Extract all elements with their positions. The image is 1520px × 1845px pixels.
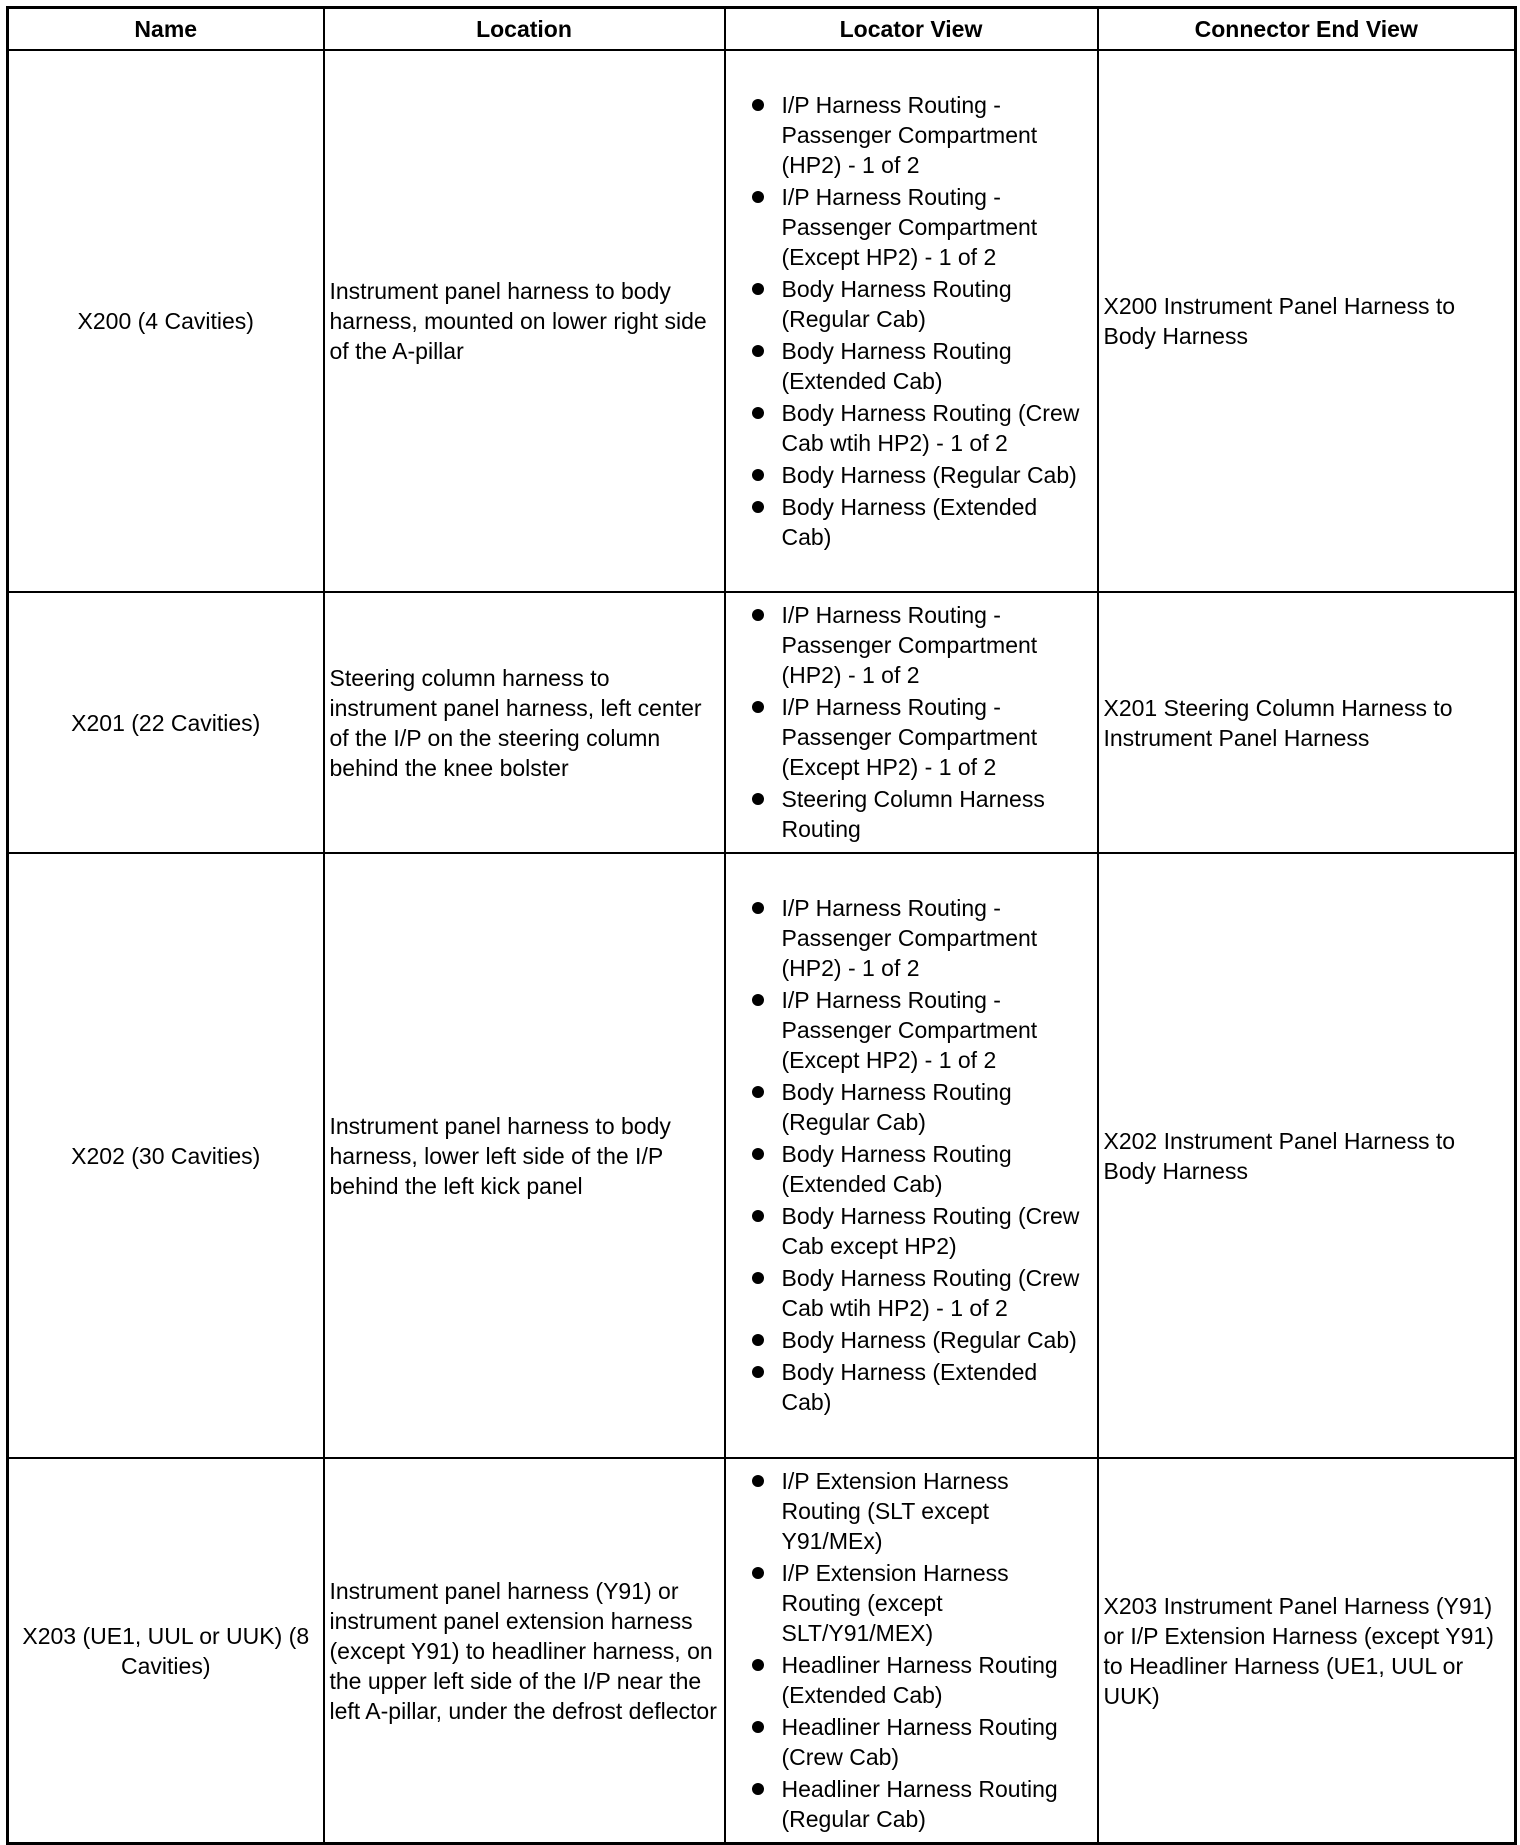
locator-view-label: Body Harness (Regular Cab) <box>781 1327 1077 1353</box>
bullet-icon <box>752 99 764 111</box>
bullet-icon <box>752 609 764 621</box>
bullet-icon <box>752 1567 764 1579</box>
locator-view-item[interactable] <box>746 1558 1089 1648</box>
connector-end-view[interactable]: X201 Steering Column Harness to Instrument Panel Harness <box>1098 592 1516 853</box>
bullet-icon <box>752 1272 764 1284</box>
locator-view-label: Body Harness Routing (Crew Cab wtih HP2) - 1 of 2 <box>781 1265 1080 1321</box>
locator-view-item[interactable] <box>746 1325 1089 1355</box>
locator-view-label: I/P Harness Routing - Passenger Compartment (HP2) - 1 of 2 <box>781 91 1038 178</box>
locator-view-label: Headliner Harness Routing (Crew Cab) <box>781 1714 1058 1770</box>
bullet-icon <box>752 1086 764 1098</box>
connector-name: X201 (22 Cavities) <box>8 592 324 853</box>
bullet-icon <box>752 1783 764 1795</box>
connector-table <box>6 6 1517 1845</box>
connector-location: Instrument panel harness to body harness, mounted on lower right side of the A-pillar <box>324 50 725 592</box>
locator-view-label: Body Harness Routing (Crew Cab except HP2) <box>781 1203 1080 1259</box>
locator-view-list <box>746 893 1089 1417</box>
bullet-icon <box>752 902 764 914</box>
bullet-icon <box>752 501 764 513</box>
locator-view-item[interactable] <box>746 336 1089 396</box>
locator-view-item[interactable] <box>746 1650 1089 1710</box>
locator-view-label: I/P Harness Routing - Passenger Compartment (HP2) - 1 of 2 <box>781 602 1038 688</box>
locator-view-label: Headliner Harness Routing (Extended Cab) <box>781 1652 1058 1708</box>
bullet-icon <box>752 793 764 805</box>
table-row <box>8 50 1516 592</box>
locator-view-item[interactable] <box>746 1466 1089 1556</box>
locator-view-list <box>746 90 1089 552</box>
locator-view-label: Body Harness Routing (Extended Cab) <box>781 1141 1012 1197</box>
locator-view-item[interactable] <box>746 985 1089 1075</box>
locator-view-label: I/P Extension Harness Routing (except SLT/Y91/MEX) <box>781 1560 1009 1646</box>
locator-view-item[interactable] <box>746 784 1089 844</box>
bullet-icon <box>752 1721 764 1733</box>
locator-view-label: I/P Harness Routing - Passenger Compartment (Except HP2) - 1 of 2 <box>781 694 1038 780</box>
locator-view-item[interactable] <box>746 398 1089 458</box>
connector-location: Instrument panel harness (Y91) or instrument panel extension harness (except Y91) to headliner harness, on the upper left side of the I/P near the left A-pillar, under the defrost deflector <box>324 1458 725 1844</box>
connector-name: X202 (30 Cavities) <box>8 853 324 1458</box>
locator-views <box>725 853 1098 1458</box>
locator-view-label: Body Harness Routing (Regular Cab) <box>781 1079 1012 1135</box>
header-name: Name <box>8 8 324 51</box>
connector-name: X203 (UE1, UUL or UUK) (8 Cavities) <box>8 1458 324 1844</box>
bullet-icon <box>752 1366 764 1378</box>
locator-view-label: Body Harness Routing (Extended Cab) <box>781 337 1012 394</box>
header-location: Location <box>324 8 725 51</box>
locator-view-item[interactable] <box>746 1774 1089 1834</box>
locator-view-item[interactable] <box>746 1263 1089 1323</box>
locator-view-item[interactable] <box>746 492 1089 552</box>
locator-view-item[interactable] <box>746 90 1089 180</box>
locator-view-label: Body Harness Routing (Crew Cab wtih HP2) - 1 of 2 <box>781 399 1080 456</box>
locator-view-label: I/P Extension Harness Routing (SLT except Y91/MEx) <box>781 1468 1009 1554</box>
header-locator-view: Locator View <box>725 8 1098 51</box>
locator-view-item[interactable] <box>746 600 1089 690</box>
table-row <box>8 1458 1516 1844</box>
locator-view-item[interactable] <box>746 893 1089 983</box>
locator-views <box>725 50 1098 592</box>
locator-view-label: Body Harness Routing (Regular Cab) <box>781 275 1012 332</box>
bullet-icon <box>752 1210 764 1222</box>
locator-view-item[interactable] <box>746 692 1089 782</box>
locator-view-list <box>746 1466 1089 1834</box>
locator-views <box>725 592 1098 853</box>
bullet-icon <box>752 1334 764 1346</box>
table-row <box>8 592 1516 853</box>
bullet-icon <box>752 345 764 357</box>
locator-view-item[interactable] <box>746 1201 1089 1261</box>
locator-view-label: Headliner Harness Routing (Regular Cab) <box>781 1776 1058 1832</box>
bullet-icon <box>752 283 764 295</box>
header-connector-end-view: Connector End View <box>1098 8 1516 51</box>
bullet-icon <box>752 1659 764 1671</box>
table-row <box>8 853 1516 1458</box>
connector-location: Instrument panel harness to body harness, lower left side of the I/P behind the left kick panel <box>324 853 725 1458</box>
connector-end-view[interactable]: X202 Instrument Panel Harness to Body Harness <box>1098 853 1516 1458</box>
locator-view-label: Body Harness (Extended Cab) <box>781 493 1038 550</box>
connector-end-view[interactable]: X203 Instrument Panel Harness (Y91) or I/P Extension Harness (except Y91) to Headliner Harness (UE1, UUL or UUK) <box>1098 1458 1516 1844</box>
bullet-icon <box>752 1148 764 1160</box>
locator-view-label: I/P Harness Routing - Passenger Compartment (Except HP2) - 1 of 2 <box>781 987 1038 1073</box>
bullet-icon <box>752 701 764 713</box>
header-row <box>8 8 1516 51</box>
connector-name: X200 (4 Cavities) <box>8 50 324 592</box>
bullet-icon <box>752 191 764 203</box>
connector-location: Steering column harness to instrument panel harness, left center of the I/P on the steering column behind the knee bolster <box>324 592 725 853</box>
locator-view-item[interactable] <box>746 274 1089 334</box>
locator-view-item[interactable] <box>746 182 1089 272</box>
locator-view-label: Body Harness (Regular Cab) <box>781 461 1077 488</box>
locator-view-item[interactable] <box>746 1712 1089 1772</box>
locator-view-item[interactable] <box>746 1077 1089 1137</box>
locator-view-label: I/P Harness Routing - Passenger Compartment (HP2) - 1 of 2 <box>781 895 1038 981</box>
locator-view-label: I/P Harness Routing - Passenger Compartment (Except HP2) - 1 of 2 <box>781 183 1038 270</box>
bullet-icon <box>752 1475 764 1487</box>
locator-view-label: Steering Column Harness Routing <box>781 786 1045 842</box>
bullet-icon <box>752 469 764 481</box>
locator-views <box>725 1458 1098 1844</box>
bullet-icon <box>752 994 764 1006</box>
locator-view-item[interactable] <box>746 1139 1089 1199</box>
locator-view-item[interactable] <box>746 460 1089 490</box>
locator-view-label: Body Harness (Extended Cab) <box>781 1359 1038 1415</box>
locator-view-list <box>746 600 1089 844</box>
connector-end-view[interactable]: X200 Instrument Panel Harness to Body Harness <box>1098 50 1516 592</box>
bullet-icon <box>752 407 764 419</box>
locator-view-item[interactable] <box>746 1357 1089 1417</box>
